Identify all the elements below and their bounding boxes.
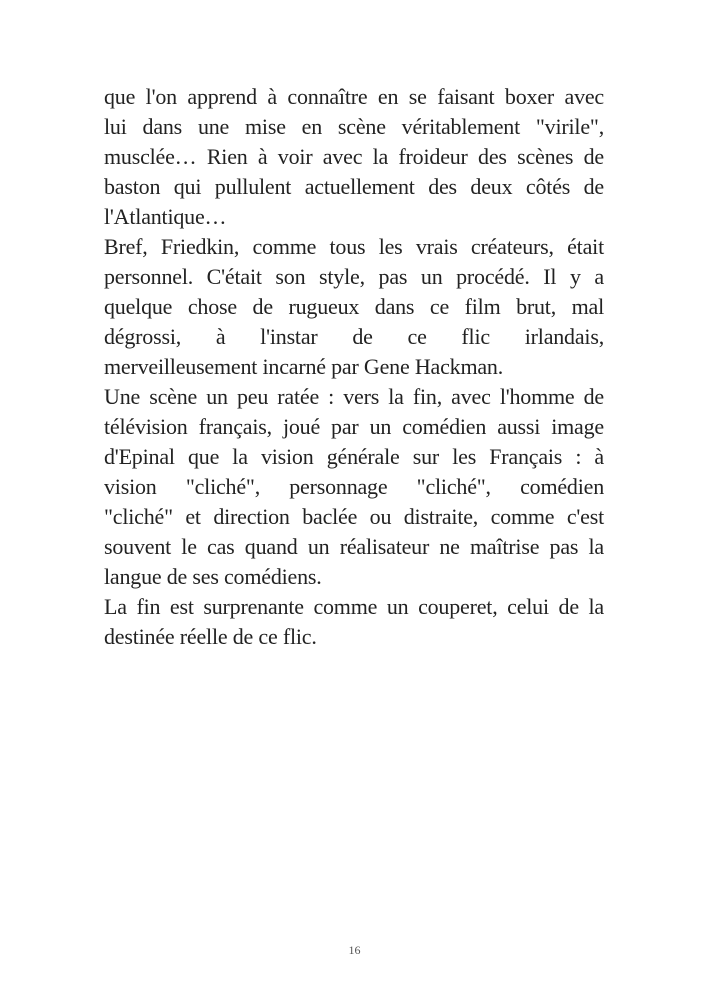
page-body	[104, 82, 604, 652]
paragraph-3	[104, 382, 604, 592]
text-line: vision "cliché", personnage "cliché", comédien	[104, 474, 604, 499]
text-line: destinée réelle de ce flic.	[104, 624, 317, 649]
text-line: Bref, Friedkin, comme tous les vrais créateurs, était	[104, 234, 604, 259]
text-line: personnel. C'était son style, pas un procédé. Il y a	[104, 264, 604, 289]
text-line: l'Atlantique…	[104, 204, 227, 229]
paragraph-2	[104, 232, 604, 382]
text-line: musclée… Rien à voir avec la froideur des scènes de	[104, 144, 604, 169]
text-line: d'Epinal que la vision générale sur les Français : à	[104, 444, 604, 469]
text-line: La fin est surprenante comme un couperet, celui de la	[104, 594, 604, 619]
text-line: Une scène un peu ratée : vers la fin, avec l'homme de	[104, 384, 604, 409]
text-line: dégrossi, à l'instar de ce flic irlandais,	[104, 324, 604, 349]
text-line: lui dans une mise en scène véritablement "virile",	[104, 114, 604, 139]
paragraph-1	[104, 82, 604, 232]
paragraph-4	[104, 592, 604, 652]
text-line: langue de ses comédiens.	[104, 564, 322, 589]
text-line: télévision français, joué par un comédien aussi image	[104, 414, 604, 439]
page-number: 16	[348, 943, 361, 957]
text-line: merveilleusement incarné par Gene Hackman.	[104, 354, 504, 379]
text-line: que l'on apprend à connaître en se faisant boxer avec	[104, 84, 604, 109]
text-line: "cliché" et direction baclée ou distraite, comme c'est	[104, 504, 604, 529]
text-line: baston qui pullulent actuellement des deux côtés de	[104, 174, 604, 199]
text-line: quelque chose de rugueux dans ce film brut, mal	[104, 294, 604, 319]
text-line: souvent le cas quand un réalisateur ne maîtrise pas la	[104, 534, 604, 559]
